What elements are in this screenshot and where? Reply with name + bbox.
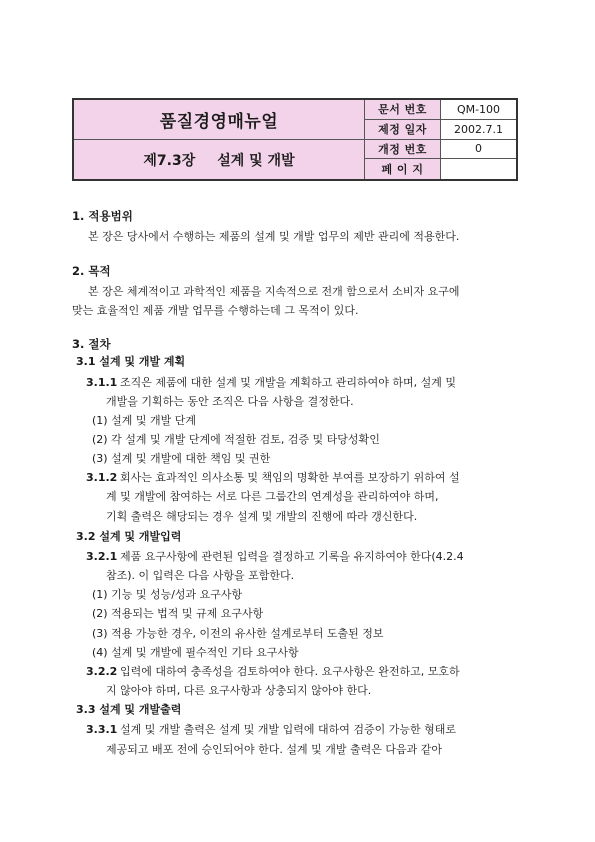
clause-3-3-1-number: 3.3.1 (86, 723, 118, 736)
revision-value: 0 (475, 142, 482, 156)
clause-3-2-1-number: 3.2.1 (86, 550, 118, 563)
manual-title: 품질경영매뉴얼 (74, 100, 364, 140)
clause-3-1-1-line2: 개발을 기획하는 동안 조직은 다음 사항을 결정한다. (106, 395, 354, 408)
list-item: (1) 설계 및 개발 단계 (92, 414, 196, 427)
revision-label: 개정 번호 (365, 140, 441, 159)
page-row (365, 159, 516, 179)
clause-3-2-1-line1: 제품 요구사항에 관련된 입력을 결정하고 기록을 유지하여야 한다(4.2.4 (120, 550, 464, 563)
clause-3-2-2-line2: 지 않아야 하며, 다른 요구사항과 상충되지 않아야 한다. (106, 684, 372, 697)
list-item: (3) 설계 및 개발에 대한 책임 및 권한 (92, 452, 271, 465)
revision-row (365, 140, 516, 160)
page-value (441, 159, 516, 179)
section-3-1-heading: 3.1 설계 및 개발 계획 (76, 355, 186, 368)
clause-3-2-2-number: 3.2.2 (86, 665, 118, 678)
section-1-text: 본 장은 당사에서 수행하는 제품의 설계 및 개발 업무의 제반 관리에 적용한다. (88, 230, 460, 243)
section-2-line2: 맞는 효율적인 제품 개발 업무를 수행하는데 그 목적이 있다. (72, 304, 359, 317)
clause-3-1-1-line1: 조직은 제품에 대한 설계 및 개발을 계획하고 관리하여야 하며, 설계 및 (120, 376, 456, 389)
list-item: (1) 기능 및 성능/성과 요구사항 (92, 588, 243, 601)
chapter-title-cell (74, 140, 364, 179)
chapter-title: 설계 및 개발 (217, 152, 295, 169)
list-item: (2) 각 설계 및 개발 단계에 적절한 검토, 검증 및 타당성확인 (92, 433, 380, 446)
section-3-2-heading: 3.2 설계 및 개발입력 (76, 530, 182, 543)
document-header-table (72, 98, 518, 181)
clause-3-2-1-line2: 참조). 이 입력은 다음 사항을 포함한다. (106, 569, 295, 582)
clause-3-1-2-line2: 계 및 개발에 참여하는 서로 다른 그룹간의 연계성을 관리하여야 하며, (106, 490, 439, 503)
header-title-block (74, 100, 365, 179)
list-item: (4) 설계 및 개발에 필수적인 기타 요구사항 (92, 646, 299, 659)
section-2-heading: 2. 목적 (72, 264, 111, 278)
clause-3-2-2-line1: 입력에 대하여 충족성을 검토하여야 한다. 요구사항은 완전하고, 모호하 (120, 665, 460, 678)
list-item: (3) 적용 가능한 경우, 이전의 유사한 설계로부터 도출된 정보 (92, 627, 384, 640)
section-3-heading: 3. 절차 (72, 337, 111, 351)
document-info-block (365, 100, 516, 179)
enact-date-value: 2002.7.1 (454, 122, 503, 136)
enact-date-label: 제정 일자 (365, 120, 441, 139)
clause-3-1-1-number: 3.1.1 (86, 376, 118, 389)
clause-3-1-2-line1: 회사는 효과적인 의사소통 및 책임의 명확한 부여를 보장하기 위하여 설 (120, 471, 460, 484)
section-3-3-heading: 3.3 설계 및 개발출력 (76, 703, 182, 716)
doc-number-label: 문서 번호 (365, 100, 441, 119)
enact-date-row (365, 120, 516, 140)
clause-3-1-2-line3: 기획 출력은 해당되는 경우 설계 및 개발의 진행에 따라 갱신한다. (106, 510, 418, 523)
section-2-line1: 본 장은 체계적이고 과학적인 제품을 지속적으로 전개 함으로서 소비자 요구에 (88, 285, 460, 298)
list-item: (2) 적용되는 법적 및 규제 요구사항 (92, 607, 264, 620)
clause-3-3-1-line2: 제공되고 배포 전에 승인되어야 한다. 설계 및 개발 출력은 다음과 같아 (106, 743, 442, 756)
page-label: 페 이 지 (365, 159, 441, 179)
clause-3-1-2-number: 3.1.2 (86, 471, 118, 484)
doc-number-row (365, 100, 516, 120)
clause-3-3-1-line1: 설계 및 개발 출력은 설계 및 개발 입력에 대하여 검증이 가능한 형태로 (120, 723, 456, 736)
doc-number-value: QM-100 (456, 102, 501, 116)
chapter-number: 제7.3장 (143, 152, 196, 169)
section-1-heading: 1. 적용범위 (72, 209, 133, 223)
